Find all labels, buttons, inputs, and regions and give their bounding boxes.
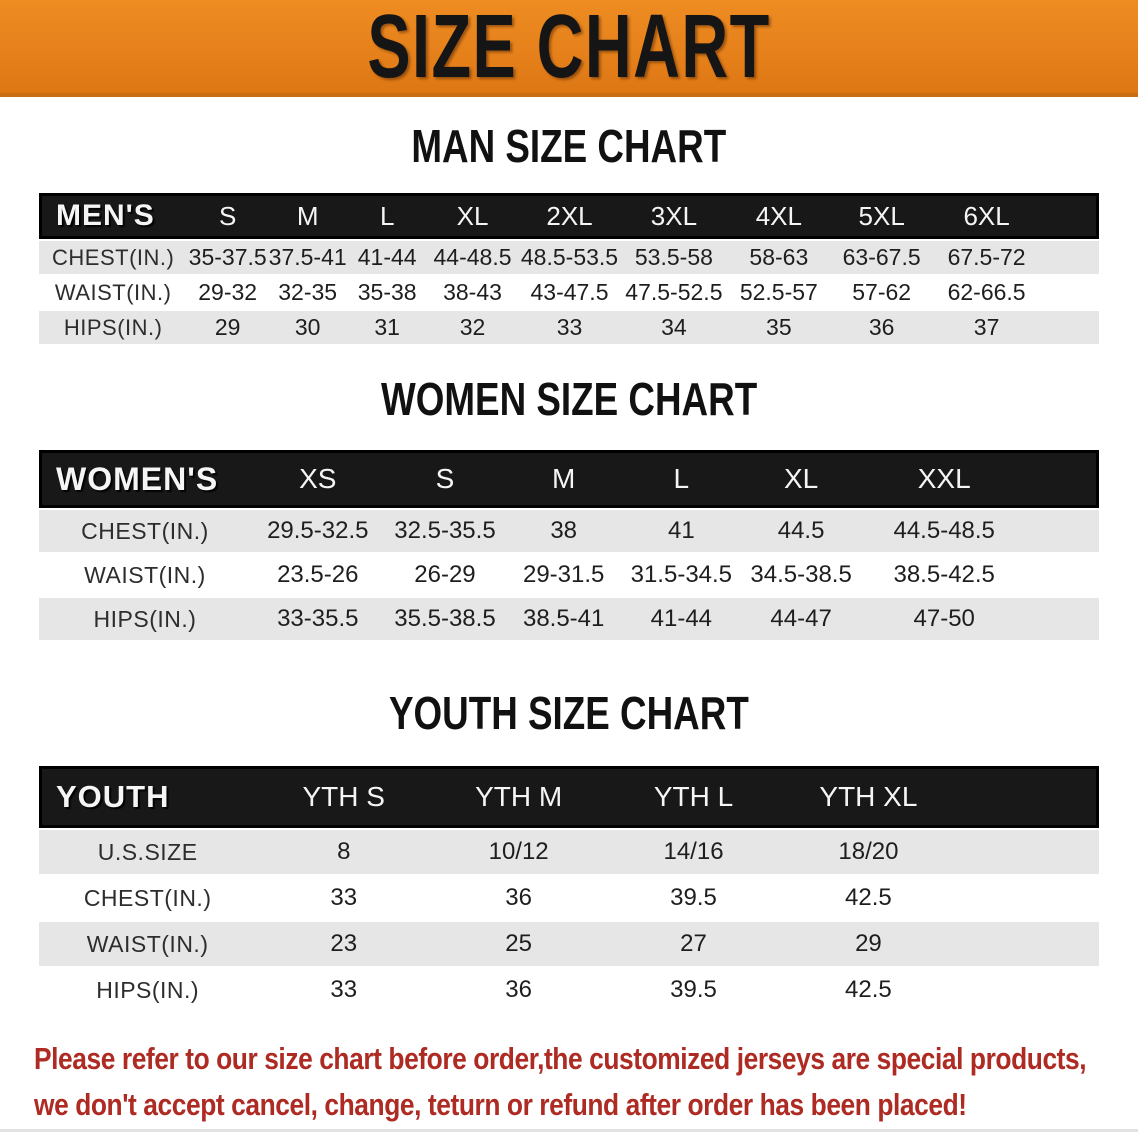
size-value: 62-66.5 bbox=[933, 276, 1041, 309]
size-value: 43-47.5 bbox=[518, 276, 621, 309]
size-value: 38.5-41 bbox=[505, 598, 622, 640]
women-header-row bbox=[39, 450, 1099, 508]
size-value: 33-35.5 bbox=[251, 598, 385, 640]
youth-header-row bbox=[39, 766, 1099, 828]
banner-title: SIZE CHART bbox=[367, 0, 771, 97]
spacer-cell bbox=[956, 922, 1099, 966]
column-header-S: S bbox=[187, 193, 268, 239]
column-header-M: M bbox=[268, 193, 348, 239]
column-header-L: L bbox=[347, 193, 427, 239]
spacer-cell bbox=[1041, 241, 1099, 274]
size-value: 41-44 bbox=[347, 241, 427, 274]
size-value: 36 bbox=[431, 968, 606, 1012]
youth-size-table bbox=[39, 764, 1099, 1014]
size-value: 42.5 bbox=[781, 876, 956, 920]
size-value: 35 bbox=[727, 311, 831, 344]
size-value: 14/16 bbox=[606, 830, 781, 874]
size-value: 63-67.5 bbox=[831, 241, 933, 274]
size-value: 36 bbox=[831, 311, 933, 344]
men-row-chestin. bbox=[39, 241, 1099, 274]
column-header-YTH L: YTH L bbox=[606, 766, 781, 828]
size-chart-banner bbox=[0, 0, 1138, 97]
row-label: HIPS(IN.) bbox=[39, 598, 251, 640]
column-header-L: L bbox=[622, 450, 741, 508]
column-header-S: S bbox=[385, 450, 506, 508]
size-value: 39.5 bbox=[606, 968, 781, 1012]
spacer-header-cell bbox=[956, 766, 1099, 828]
column-header-XL: XL bbox=[427, 193, 518, 239]
youth-row-hipsin. bbox=[39, 968, 1099, 1012]
row-label: CHEST(IN.) bbox=[39, 876, 256, 920]
youth-size-chart-title bbox=[0, 687, 1138, 739]
man-size-chart-title-text: MAN SIZE CHART bbox=[411, 120, 727, 172]
column-header-2XL: 2XL bbox=[518, 193, 621, 239]
size-value: 30 bbox=[268, 311, 348, 344]
row-label: U.S.SIZE bbox=[39, 830, 256, 874]
size-value: 37 bbox=[933, 311, 1041, 344]
row-label: HIPS(IN.) bbox=[39, 311, 187, 344]
disclaimer-line-1: Please refer to our size chart before order,the customized jerseys are special products, bbox=[34, 1041, 1087, 1076]
size-value: 18/20 bbox=[781, 830, 956, 874]
size-value: 29 bbox=[781, 922, 956, 966]
spacer-cell bbox=[956, 968, 1099, 1012]
man-size-chart-title bbox=[0, 120, 1138, 172]
spacer-cell bbox=[1041, 311, 1099, 344]
size-value: 44.5 bbox=[741, 510, 862, 552]
size-value: 33 bbox=[256, 968, 431, 1012]
spacer-cell bbox=[1041, 276, 1099, 309]
size-value: 27 bbox=[606, 922, 781, 966]
size-value: 44-47 bbox=[741, 598, 862, 640]
size-value: 32 bbox=[427, 311, 518, 344]
women-size-chart-title-text: WOMEN SIZE CHART bbox=[380, 373, 758, 425]
women-row-waistin. bbox=[39, 554, 1099, 596]
men-row-hipsin. bbox=[39, 311, 1099, 344]
size-value: 31 bbox=[347, 311, 427, 344]
women-row-hipsin. bbox=[39, 598, 1099, 640]
size-value: 58-63 bbox=[727, 241, 831, 274]
spacer-cell bbox=[1027, 598, 1099, 640]
size-value: 23 bbox=[256, 922, 431, 966]
men-corner-label: MEN'S bbox=[39, 193, 187, 239]
size-value: 25 bbox=[431, 922, 606, 966]
size-value: 31.5-34.5 bbox=[622, 554, 741, 596]
women-row-chestin. bbox=[39, 510, 1099, 552]
size-value: 41 bbox=[622, 510, 741, 552]
size-value: 41-44 bbox=[622, 598, 741, 640]
men-header-row bbox=[39, 193, 1099, 239]
size-value: 44-48.5 bbox=[427, 241, 518, 274]
size-value: 33 bbox=[256, 876, 431, 920]
size-value: 36 bbox=[431, 876, 606, 920]
size-value: 32-35 bbox=[268, 276, 348, 309]
men-row-waistin. bbox=[39, 276, 1099, 309]
row-label: WAIST(IN.) bbox=[39, 554, 251, 596]
size-value: 38-43 bbox=[427, 276, 518, 309]
row-label: HIPS(IN.) bbox=[39, 968, 256, 1012]
row-label: CHEST(IN.) bbox=[39, 241, 187, 274]
spacer-header-cell bbox=[1041, 193, 1099, 239]
youth-size-chart-title-text: YOUTH SIZE CHART bbox=[389, 687, 749, 739]
men-size-table bbox=[39, 191, 1099, 346]
youth-row-chestin. bbox=[39, 876, 1099, 920]
spacer-cell bbox=[956, 830, 1099, 874]
youth-corner-label: YOUTH bbox=[39, 766, 256, 828]
row-label: WAIST(IN.) bbox=[39, 276, 187, 309]
column-header-6XL: 6XL bbox=[933, 193, 1041, 239]
size-value: 44.5-48.5 bbox=[862, 510, 1027, 552]
size-value: 34 bbox=[621, 311, 727, 344]
column-header-4XL: 4XL bbox=[727, 193, 831, 239]
size-value: 35-37.5 bbox=[187, 241, 268, 274]
column-header-XXL: XXL bbox=[862, 450, 1027, 508]
size-value: 47.5-52.5 bbox=[621, 276, 727, 309]
row-label: CHEST(IN.) bbox=[39, 510, 251, 552]
size-value: 38 bbox=[505, 510, 622, 552]
size-value: 35-38 bbox=[347, 276, 427, 309]
size-value: 23.5-26 bbox=[251, 554, 385, 596]
size-value: 48.5-53.5 bbox=[518, 241, 621, 274]
size-value: 32.5-35.5 bbox=[385, 510, 506, 552]
column-header-5XL: 5XL bbox=[831, 193, 933, 239]
spacer-cell bbox=[956, 876, 1099, 920]
size-value: 47-50 bbox=[862, 598, 1027, 640]
women-size-chart-title bbox=[0, 373, 1138, 425]
size-value: 29-32 bbox=[187, 276, 268, 309]
spacer-header-cell bbox=[1027, 450, 1099, 508]
size-value: 52.5-57 bbox=[727, 276, 831, 309]
size-value: 29-31.5 bbox=[505, 554, 622, 596]
women-corner-label: WOMEN'S bbox=[39, 450, 251, 508]
size-value: 38.5-42.5 bbox=[862, 554, 1027, 596]
column-header-XS: XS bbox=[251, 450, 385, 508]
column-header-XL: XL bbox=[741, 450, 862, 508]
size-value: 10/12 bbox=[431, 830, 606, 874]
size-value: 57-62 bbox=[831, 276, 933, 309]
size-value: 53.5-58 bbox=[621, 241, 727, 274]
size-value: 8 bbox=[256, 830, 431, 874]
size-value: 29.5-32.5 bbox=[251, 510, 385, 552]
spacer-cell bbox=[1027, 510, 1099, 552]
youth-row-waistin. bbox=[39, 922, 1099, 966]
size-value: 33 bbox=[518, 311, 621, 344]
size-value: 42.5 bbox=[781, 968, 956, 1012]
size-value: 29 bbox=[187, 311, 268, 344]
disclaimer-line-2: we don't accept cancel, change, teturn or refund after order has been placed! bbox=[34, 1087, 967, 1122]
column-header-YTH M: YTH M bbox=[431, 766, 606, 828]
women-size-table bbox=[39, 448, 1099, 642]
youth-row-u.s.size bbox=[39, 830, 1099, 874]
size-value: 39.5 bbox=[606, 876, 781, 920]
order-disclaimer bbox=[0, 1036, 1087, 1128]
size-value: 26-29 bbox=[385, 554, 506, 596]
size-value: 34.5-38.5 bbox=[741, 554, 862, 596]
size-value: 35.5-38.5 bbox=[385, 598, 506, 640]
spacer-cell bbox=[1027, 554, 1099, 596]
column-header-M: M bbox=[505, 450, 622, 508]
size-value: 37.5-41 bbox=[268, 241, 348, 274]
column-header-YTH XL: YTH XL bbox=[781, 766, 956, 828]
column-header-YTH S: YTH S bbox=[256, 766, 431, 828]
size-value: 67.5-72 bbox=[933, 241, 1041, 274]
row-label: WAIST(IN.) bbox=[39, 922, 256, 966]
column-header-3XL: 3XL bbox=[621, 193, 727, 239]
